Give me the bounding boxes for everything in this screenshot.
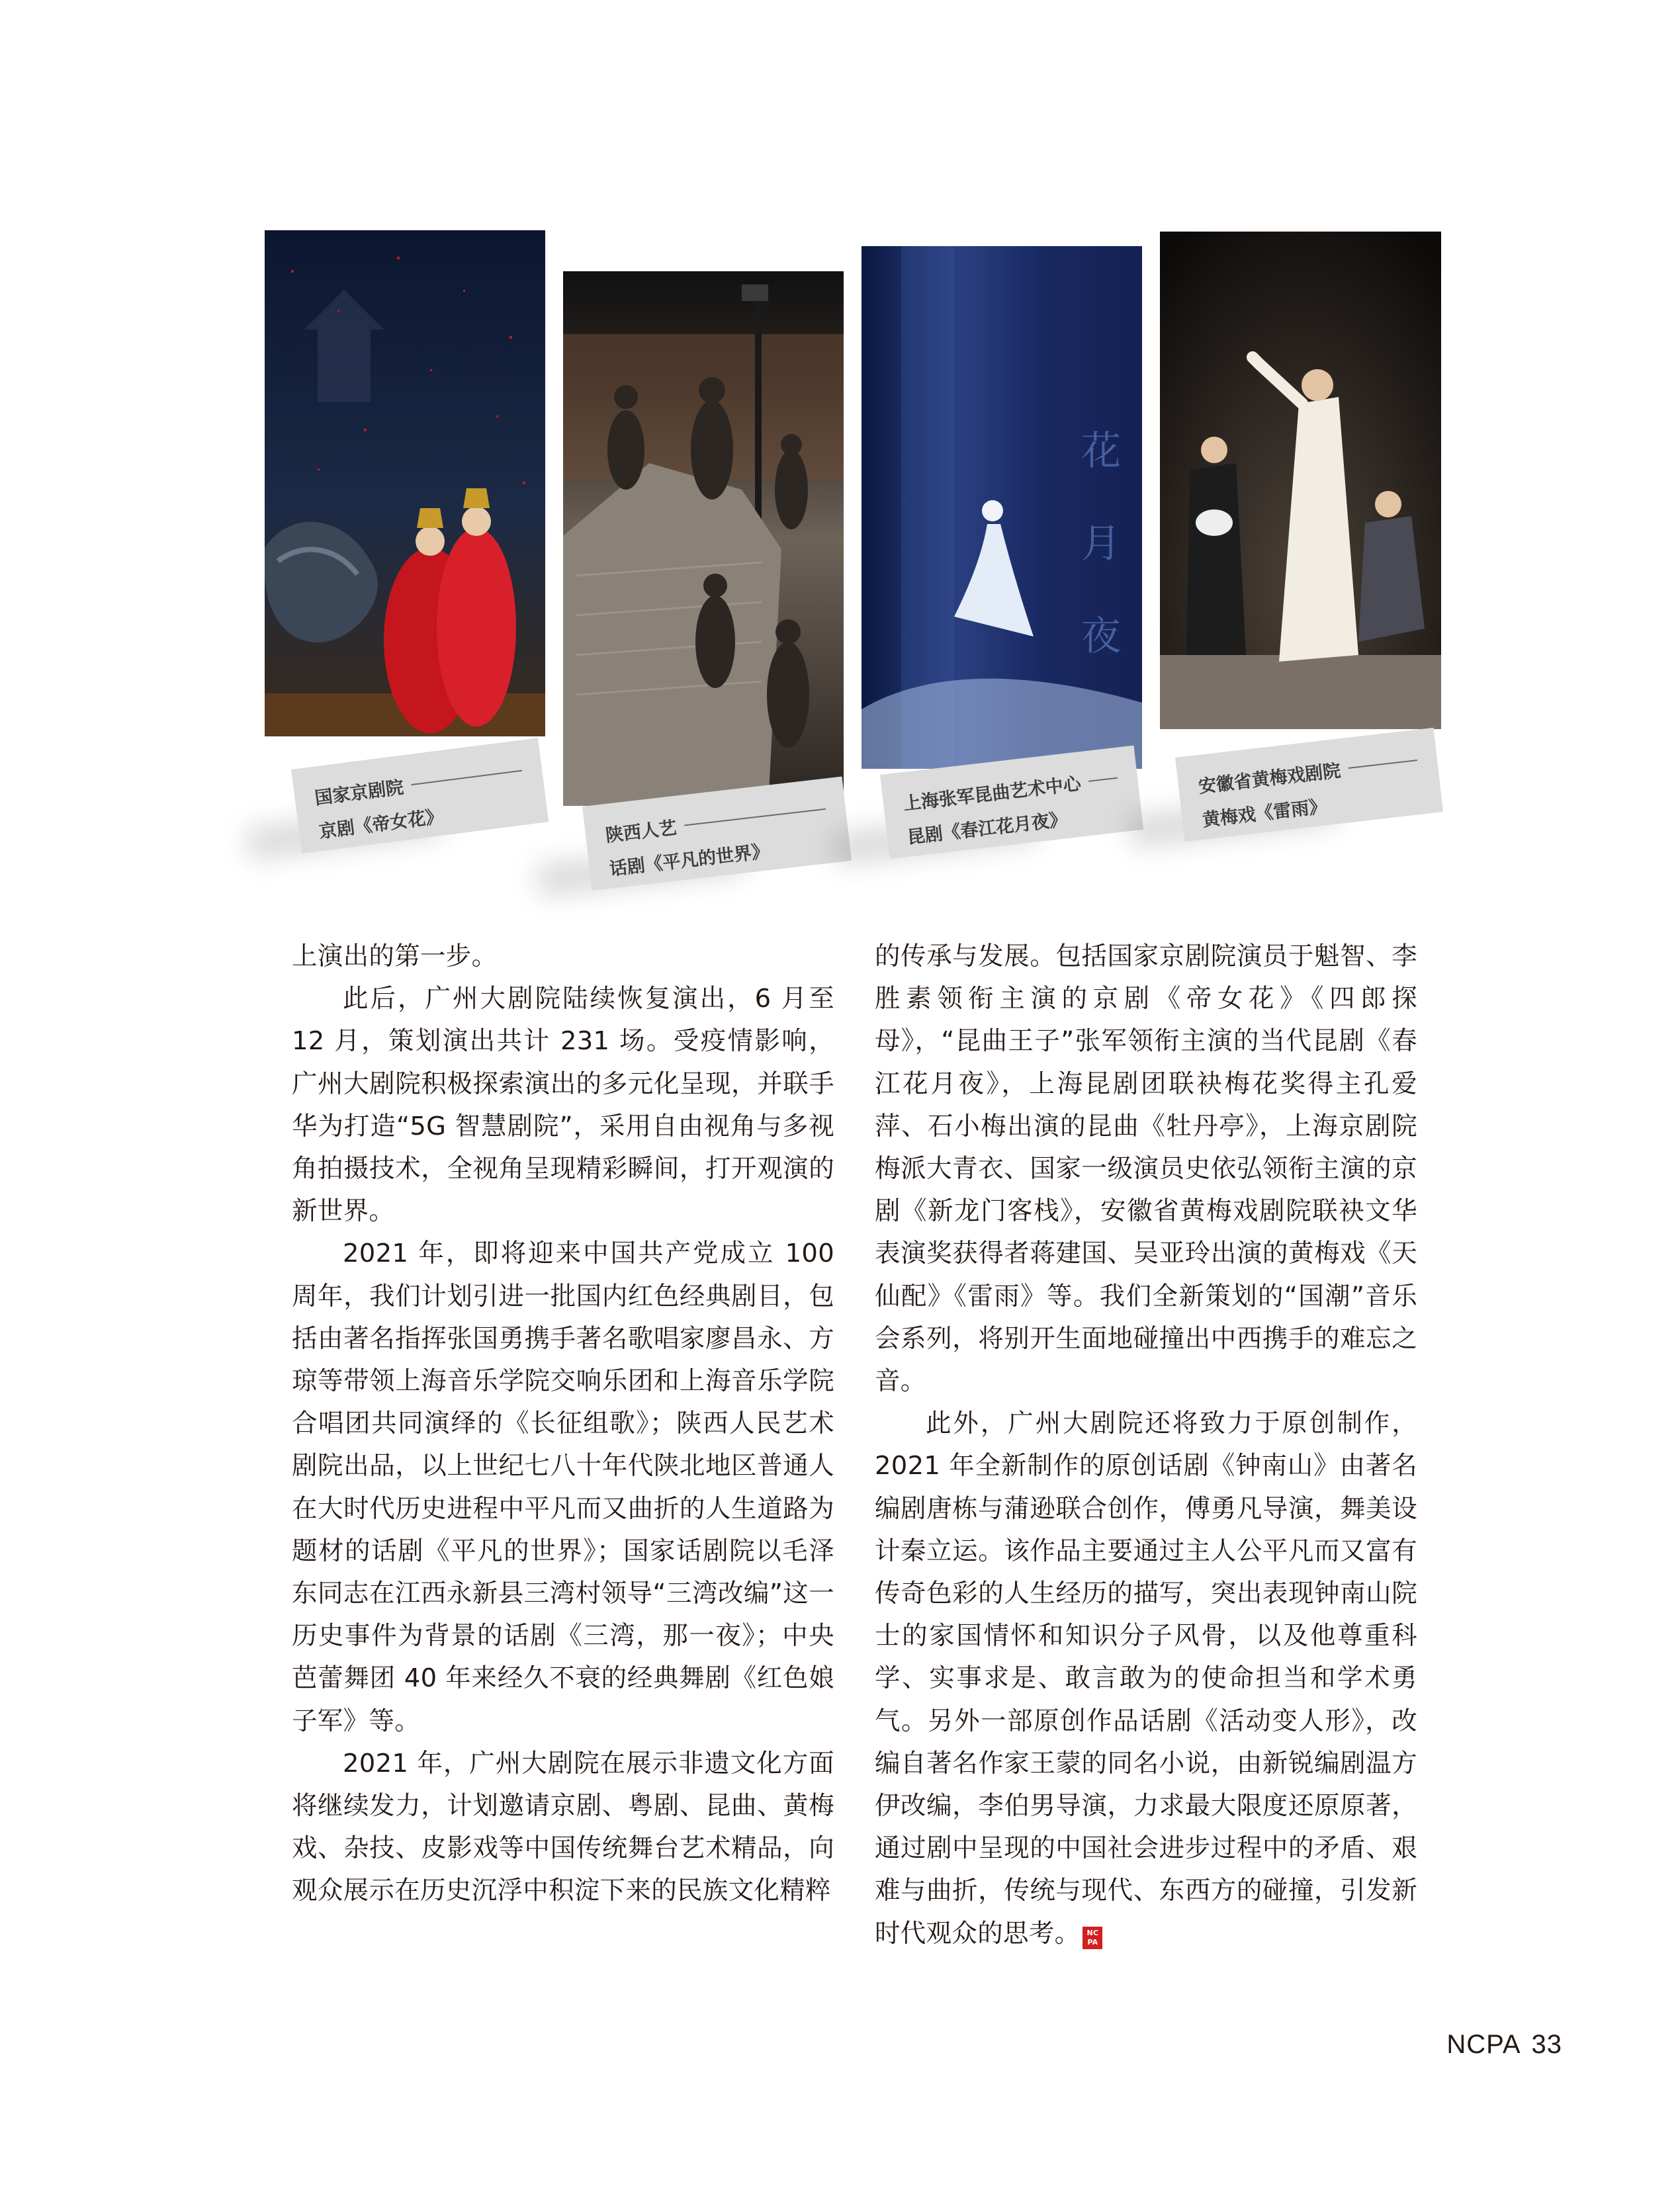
paragraph-text: 此外，广州大剧院还将致力于原创制作，2021 年全新制作的原创话剧《钟南山》由著名编剧唐栋与蒲逊联合创作，傅勇凡导演，舞美设计秦立运。该作品主要通过主人公平凡而又富有传奇色彩的人生经历的描写，突出表现钟南山院士的家国情怀和知识分子风骨，以及他尊重科学、实事求是、敢言敢为的使命担当和学术勇气。另外一部原创作品话剧《活动变人形》，改编自著名作家王蒙的同名小说，由新锐编剧温方伊改编，李伯男导演，力求最大限度还原原著，通过剧中呈现的中国社会进步过程中的矛盾、艰难与曲折，传统与现代、东西方的碰撞，引发新时代观众的思考。: [875, 1409, 1417, 1948]
photo-chunjiang-image: [862, 246, 1142, 769]
caption-title: 话剧《平凡的世界》: [608, 841, 771, 880]
photo-leiyu-image: [1160, 232, 1441, 729]
photo-dinuhua-image: [265, 230, 545, 736]
photo-chunjiang: [862, 246, 1142, 769]
page-number: 33: [1531, 2030, 1562, 2059]
photo-pingfan-image: [563, 271, 844, 806]
caption-title: 黄梅戏《雷雨》: [1201, 796, 1328, 831]
article-column-right: [875, 936, 1417, 1955]
caption-rule: [684, 808, 826, 826]
caption-org: 安徽省黄梅戏剧院: [1197, 760, 1342, 798]
caption-org: 陕西人艺: [604, 817, 678, 847]
stage-calligraphy-1: 花: [1081, 428, 1121, 474]
caption-dinuhua: [291, 738, 549, 853]
caption-rule: [411, 769, 522, 785]
caption-title: 昆剧《春江花月夜》: [906, 809, 1069, 848]
caption-rule: [1348, 759, 1417, 768]
end-mark-line2: PA: [1087, 1937, 1098, 1947]
paragraph: 2021 年，广州大剧院在展示非遗文化方面将继续发力，计划邀请京剧、粤剧、昆曲、黄梅戏、杂技、皮影戏等中国传统舞台艺术精品，向观众展示在历史沉浮中积淀下来的民族文化精粹: [292, 1748, 834, 1906]
caption-title: 京剧《帝女花》: [318, 806, 445, 843]
caption-org: 国家京剧院: [313, 777, 405, 809]
paragraph-last: [875, 1403, 1417, 1955]
photo-dinuhua: [265, 230, 545, 736]
paragraph: 的传承与发展。包括国家京剧院演员于魁智、李胜素领衔主演的京剧《帝女花》《四郎探母》，“昆曲王子”张军领衔主演的当代昆剧《春江花月夜》，上海昆剧团联袂梅花奖得主孔爱萍、石小梅出演的昆曲《牡丹亭》，上海京剧院梅派大青衣、国家一级演员史依弘领衔主演的京剧《新龙门客栈》，安徽省黄梅戏剧院联袂文华表演奖获得者蒋建国、吴亚玲出演的黄梅戏《天仙配》《雷雨》等。我们全新策划的“国潮”音乐会系列，将别开生面地碰撞出中西携手的难忘之音。: [875, 941, 1417, 1397]
caption-org: 上海张军昆曲艺术中心: [902, 773, 1083, 815]
caption-leiyu: [1175, 728, 1443, 842]
end-mark-line1: NC: [1086, 1928, 1099, 1937]
folio-brand: NCPA: [1446, 2030, 1521, 2059]
ncpa-end-mark-icon: [1083, 1927, 1102, 1949]
caption-rule: [1088, 777, 1118, 781]
stage-calligraphy-3: 夜: [1081, 613, 1121, 660]
photo-leiyu: [1160, 232, 1441, 729]
paragraph: 此后，广州大剧院陆续恢复演出，6 月至 12 月，策划演出共计 231 场。受疫情影响，广州大剧院积极探索演出的多元化呈现，并联手华为打造“5G 智慧剧院”，采用自由视角与多视角拍摄技术，全视角呈现精彩瞬间，打开观演的新世界。: [292, 984, 834, 1227]
paragraph: 2021 年，即将迎来中国共产党成立 100 周年，我们计划引进一批国内红色经典剧目，包括由著名指挥张国勇携手著名歌唱家廖昌永、方琼等带领上海音乐学院交响乐团和上海音乐学院合唱团共同演绎的《长征组歌》；陕西人民艺术剧院出品，以上世纪七八十年代陕北地区普通人在大时代历史进程中平凡而又曲折的人生道路为题材的话剧《平凡的世界》；国家话剧院以毛泽东同志在江西永新县三湾村领导“三湾改编”这一历史事件为背景的话剧《三湾，那一夜》；中央芭蕾舞团 40 年来经久不衰的经典舞剧《红色娘子军》等。: [292, 1239, 834, 1736]
paragraph: 上演出的第一步。: [292, 941, 498, 971]
article-column-left: [292, 936, 834, 1913]
stage-calligraphy-2: 月: [1081, 521, 1121, 567]
page-folio: [1446, 2030, 1562, 2060]
photo-pingfan: [563, 271, 844, 806]
